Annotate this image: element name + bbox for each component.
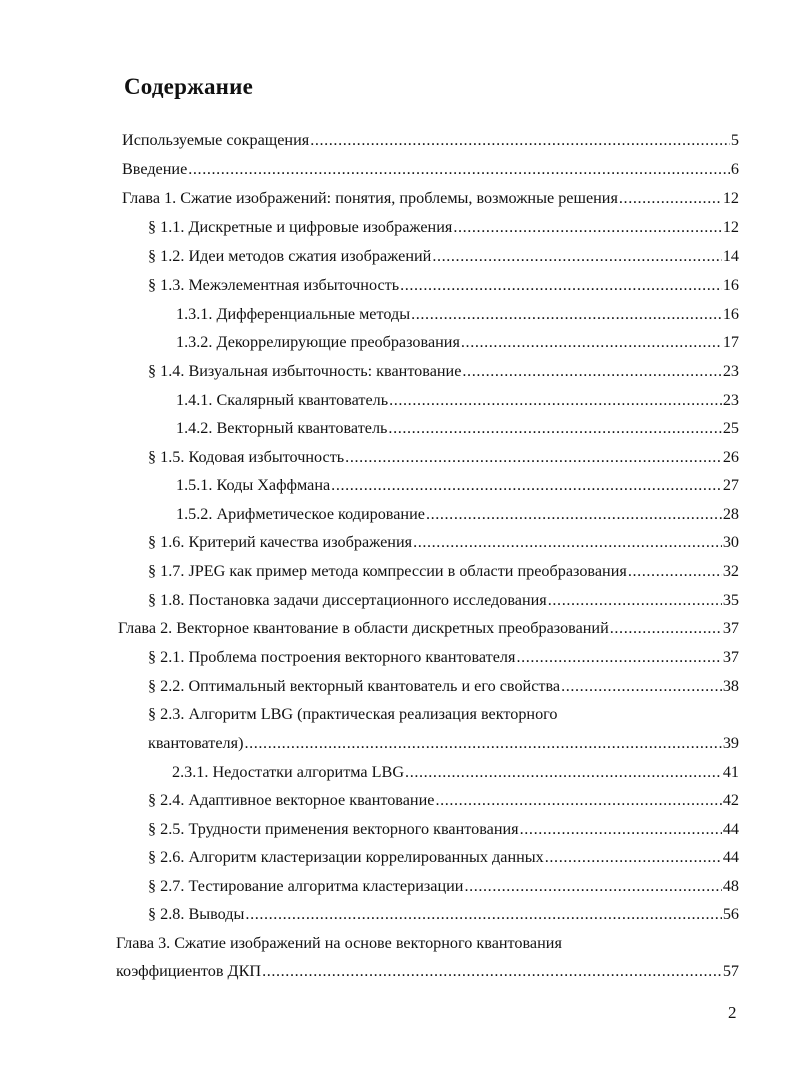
toc-entry-page: 14 xyxy=(722,247,739,265)
toc-entry-section-2-7[interactable] xyxy=(148,874,739,898)
toc-entry-section-1-2[interactable] xyxy=(148,244,739,268)
dot-leader xyxy=(262,959,722,983)
toc-entry-page: 26 xyxy=(722,448,739,466)
dot-leader xyxy=(628,559,722,583)
dot-leader xyxy=(345,445,722,469)
toc-entry-title: § 2.4. Адаптивное векторное квантование xyxy=(148,791,435,809)
dot-leader xyxy=(400,273,722,297)
dot-leader xyxy=(389,388,722,412)
toc-entry-title: 1.4.2. Векторный квантователь xyxy=(176,419,388,437)
toc-entry-page: 56 xyxy=(722,905,739,923)
toc-entry-section-1-5[interactable] xyxy=(148,445,739,469)
toc-entry-page: 48 xyxy=(722,877,739,895)
dot-leader xyxy=(610,616,722,640)
dot-leader xyxy=(545,845,722,869)
toc-entry-page: 12 xyxy=(722,189,739,207)
toc-entry-page: 42 xyxy=(722,791,739,809)
toc-entry-section-2-3-continued[interactable] xyxy=(148,731,739,755)
toc-entry-section-2-1[interactable] xyxy=(148,645,739,669)
page-number: 2 xyxy=(728,1003,737,1022)
toc-entry-title: § 1.3. Межэлементная избыточность xyxy=(148,276,400,294)
toc-entry-page: 37 xyxy=(722,648,739,666)
toc-entry-introduction[interactable] xyxy=(122,157,739,181)
toc-entry-subsection-2-3-1[interactable] xyxy=(172,760,739,784)
toc-entry-page: 41 xyxy=(722,763,739,781)
toc-entry-title: Введение xyxy=(122,160,188,178)
toc-entry-page: 12 xyxy=(722,218,739,236)
toc-entry-title: Используемые сокращения xyxy=(122,131,310,149)
toc-entry-title: 2.3.1. Недостатки алгоритма LBG xyxy=(172,763,405,781)
dot-leader xyxy=(548,588,722,612)
toc-entry-page: 6 xyxy=(730,160,739,178)
toc-entry-title: Глава 2. Векторное квантование в области дискретных преобразований xyxy=(118,619,609,637)
dot-leader xyxy=(462,359,721,383)
toc-entry-title: § 2.2. Оптимальный векторный квантователь и его свойства xyxy=(148,677,561,695)
dot-leader xyxy=(453,215,722,239)
toc-entry-title: § 1.6. Критерий качества изображения xyxy=(148,533,413,551)
toc-entry-title: § 1.8. Постановка задачи диссертационного исследования xyxy=(148,591,547,609)
toc-entry-chapter-2[interactable] xyxy=(118,616,739,640)
toc-entry-page: 44 xyxy=(722,848,739,866)
toc-entry-title: § 2.6. Алгоритм кластеризации коррелированных данных xyxy=(148,848,544,866)
toc-entry-title: § 1.2. Идеи методов сжатия изображений xyxy=(148,247,432,265)
toc-entry-section-2-5[interactable] xyxy=(148,817,739,841)
toc-entry-title: § 1.5. Кодовая избыточность xyxy=(148,448,345,466)
toc-entry-title: коэффициентов ДКП xyxy=(116,962,262,980)
toc-entry-page: 37 xyxy=(722,619,739,637)
toc-entry-subsection-1-4-2[interactable] xyxy=(176,416,739,440)
toc-entry-title: 1.4.1. Скалярный квантователь xyxy=(176,391,389,409)
toc-entry-title: 1.3.2. Декоррелирующие преобразования xyxy=(176,333,460,351)
toc-entry-subsection-1-5-2[interactable] xyxy=(176,502,739,526)
dot-leader xyxy=(461,330,722,354)
dot-leader xyxy=(435,788,721,812)
toc-entry-title: Глава 3. Сжатие изображений на основе векторного квантования xyxy=(116,934,562,952)
toc-entry-section-2-3[interactable] xyxy=(148,702,739,726)
dot-leader xyxy=(464,874,721,898)
dot-leader xyxy=(413,530,722,554)
toc-entry-title: § 1.1. Дискретные и цифровые изображения xyxy=(148,218,453,236)
dot-leader xyxy=(520,817,722,841)
dot-leader xyxy=(561,674,722,698)
toc-entry-section-1-7[interactable] xyxy=(148,559,739,583)
toc-entry-page: 44 xyxy=(722,820,739,838)
toc-entry-page: 16 xyxy=(722,276,739,294)
dot-leader xyxy=(331,473,722,497)
toc-entry-subsection-1-4-1[interactable] xyxy=(176,388,739,412)
toc-entry-title: Глава 1. Сжатие изображений: понятия, проблемы, возможные решения xyxy=(122,189,618,207)
toc-entry-title: § 1.7. JPEG как пример метода компрессии в области преобразования xyxy=(148,562,627,580)
page-title: Содержание xyxy=(124,74,253,99)
toc-entry-title: 1.3.1. Дифференциальные методы xyxy=(176,305,411,323)
toc-entry-title: § 2.3. Алгоритм LBG (практическая реализация векторного xyxy=(148,705,558,723)
dot-leader xyxy=(310,128,730,152)
toc-entry-section-2-4[interactable] xyxy=(148,788,739,812)
toc-entry-section-1-1[interactable] xyxy=(148,215,739,239)
dot-leader xyxy=(405,760,722,784)
toc-entry-page: 39 xyxy=(722,734,739,752)
toc-entry-page: 57 xyxy=(722,962,739,980)
toc-entry-page: 30 xyxy=(722,533,739,551)
toc-entry-title: квантователя) xyxy=(148,734,244,752)
toc-entry-title: § 2.8. Выводы xyxy=(148,905,245,923)
dot-leader xyxy=(244,731,721,755)
toc-entry-page: 38 xyxy=(722,677,739,695)
toc-entry-page: 27 xyxy=(722,476,739,494)
toc-entry-subsection-1-5-1[interactable] xyxy=(176,473,739,497)
toc-entry-title: § 2.1. Проблема построения векторного квантователя xyxy=(148,648,516,666)
toc-entry-page: 28 xyxy=(722,505,739,523)
toc-entry-section-2-8[interactable] xyxy=(148,902,739,926)
toc-entry-section-1-4[interactable] xyxy=(148,359,739,383)
toc-entry-chapter-3-continued[interactable] xyxy=(116,959,739,983)
toc-entry-section-2-6[interactable] xyxy=(148,845,739,869)
dot-leader xyxy=(619,186,722,210)
toc-entry-chapter-3[interactable] xyxy=(116,931,739,955)
dot-leader xyxy=(245,902,721,926)
toc-entry-abbreviations[interactable] xyxy=(122,128,739,152)
toc-entry-subsection-1-3-2[interactable] xyxy=(176,330,739,354)
toc-entry-section-1-3[interactable] xyxy=(148,273,739,297)
toc-entry-subsection-1-3-1[interactable] xyxy=(176,302,739,326)
toc-entry-title: § 2.7. Тестирование алгоритма кластеризации xyxy=(148,877,464,895)
toc-entry-page: 23 xyxy=(722,362,739,380)
toc-entry-section-1-6[interactable] xyxy=(148,530,739,554)
toc-entry-title: § 1.4. Визуальная избыточность: квантование xyxy=(148,362,462,380)
dot-leader xyxy=(432,244,722,268)
toc-entry-section-1-8[interactable] xyxy=(148,588,739,612)
toc-entry-chapter-1[interactable] xyxy=(122,186,739,210)
dot-leader xyxy=(426,502,722,526)
toc-entry-title: 1.5.2. Арифметическое кодирование xyxy=(176,505,425,523)
toc-entry-title: 1.5.1. Коды Хаффмана xyxy=(176,476,331,494)
toc-entry-page: 23 xyxy=(722,391,739,409)
dot-leader xyxy=(188,157,730,181)
toc-entry-page: 16 xyxy=(722,305,739,323)
toc-entry-page: 25 xyxy=(722,419,739,437)
toc-entry-title: § 2.5. Трудности применения векторного квантования xyxy=(148,820,519,838)
toc-entry-section-2-2[interactable] xyxy=(148,674,739,698)
dot-leader xyxy=(411,302,722,326)
toc-entry-page: 35 xyxy=(722,591,739,609)
toc-entry-page: 5 xyxy=(730,131,739,149)
dot-leader xyxy=(388,416,721,440)
dot-leader xyxy=(516,645,721,669)
toc-entry-page: 17 xyxy=(722,333,739,351)
toc-entry-page: 32 xyxy=(722,562,739,580)
